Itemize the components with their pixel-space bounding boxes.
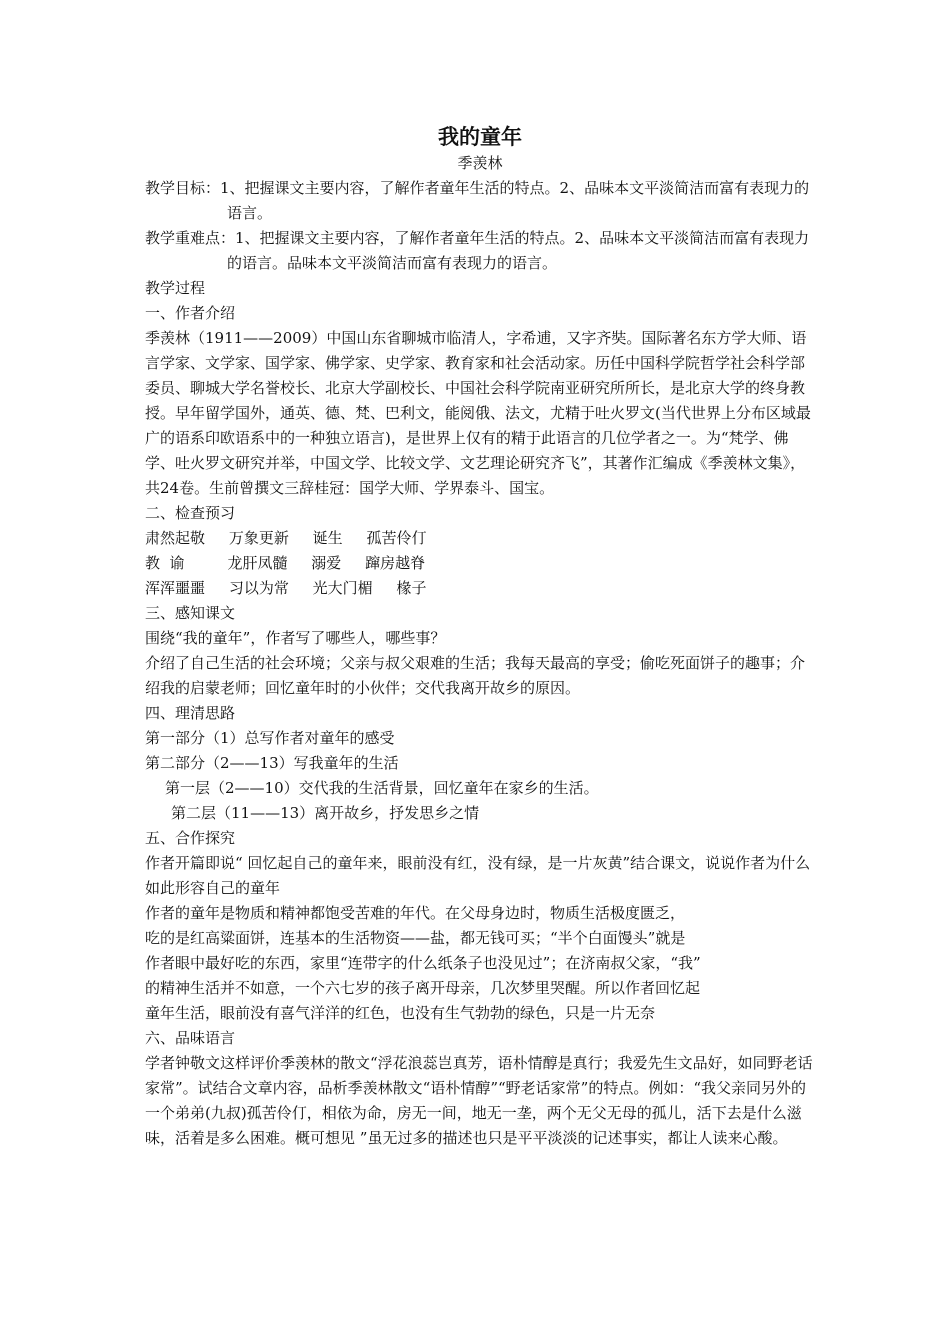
- section-3-question: 围绕“我的童年”，作者写了哪些人，哪些事？: [145, 629, 446, 647]
- vocab-line: 肃然起敬 万象更新 诞生 孤苦伶仃: [145, 529, 427, 547]
- section-4-heading: 四、理清思路: [145, 704, 236, 722]
- author-introduction: 季羡林（1911——2009）中国山东省聊城市临清人，字希逋，又字齐奘。国际著名东方学大师、语言学家、文学家、国学家、佛学家、史学家、教育家和社会活动家。历任中国科学院哲学社会科学部委员、聊城大学名誉校长、北京大学副校长、中国社会科学院南亚研究所所长，是北京大学的终身教授。早年留学国外，通英、德、梵、巴利文，能阅俄、法文，尤精于吐火罗文(当代世界上分布区域最广的语系印欧语系中的一种独立语言)，是世界上仅有的精于此语言的几位学者之一。为“梵学、佛学、吐火罗文研究并举，中国文学、比较文学、文艺理论研究齐飞”，其著作汇编成《季羡林文集》，共24卷。生前曾撰文三辞桂冠：国学大师、学界泰斗、国宝。: [145, 329, 811, 497]
- process-label: 教学过程: [145, 279, 206, 297]
- part-two: 第二部分（2——13）写我童年的生活: [145, 754, 399, 772]
- section-5-answer-line: 童年生活，眼前没有喜气洋洋的红色，也没有生气勃勃的绿色，只是一片无奈: [145, 1004, 656, 1022]
- page-title: 我的童年: [438, 124, 522, 149]
- section-6-heading: 六、品味语言: [145, 1029, 236, 1047]
- section-5-question: 作者开篇即说“ 回忆起自己的童年来，眼前没有红，没有绿，是一片灰黄”结合课文，说说作者为什么如此形容自己的童年: [145, 854, 811, 897]
- section-5-answer-line: 的精神生活并不如意，一个六七岁的孩子离开母亲，几次梦里哭醒。所以作者回忆起: [145, 979, 701, 997]
- document-body: [145, 122, 815, 1151]
- section-5-heading: 五、合作探究: [145, 829, 236, 847]
- section-5-answer-line: 作者眼中最好吃的东西，家里“连带字的什么纸条子也没见过”；在济南叔父家，“我”: [145, 954, 701, 972]
- teaching-key-points: 教学重难点：1、把握课文主要内容，了解作者童年生活的特点。2、品味本文平淡简洁而富有表现力的语言。品味本文平淡简洁而富有表现力的语言。: [145, 229, 810, 272]
- section-3-heading: 三、感知课文: [145, 604, 236, 622]
- vocab-line: 浑浑噩噩 习以为常 光大门楣 椽子: [145, 579, 427, 597]
- section-3-answer: 介绍了自己生活的社会环境；父亲与叔父艰难的生活；我每天最高的享受；偷吃死面饼子的趣事；介绍我的启蒙老师；回忆童年时的小伙伴；交代我离开故乡的原因。: [145, 654, 806, 697]
- layer-one: 第一层（2——10）交代我的生活背景，回忆童年在家乡的生活。: [165, 779, 599, 797]
- section-5-answer-line: 作者的童年是物质和精神都饱受苦难的年代。在父母身边时，物质生活极度匮乏，: [145, 904, 686, 922]
- section-1-heading: 一、作者介绍: [145, 304, 236, 322]
- author-name: 季羡林: [457, 154, 503, 172]
- part-one: 第一部分（1）总写作者对童年的感受: [145, 729, 395, 747]
- section-6-text: 学者钟敬文这样评价季羡林的散文“浮花浪蕊岂真芳，语朴情醇是真行；我爱先生文品好，如同野老话家常”。试结合文章内容，品析季羡林散文“语朴情醇”“野老话家常”的特点。例如：“我父亲同另外的一个弟弟(九叔)孤苦伶仃，相依为命，房无一间，地无一垄，两个无父无母的孤儿，活下去是什么滋味，活着是多么困难。概可想见 ”虽无过多的描述也只是平平淡淡的记述事实，都让人读来心酸。: [145, 1054, 813, 1147]
- teaching-objectives: 教学目标：1、把握课文主要内容，了解作者童年生活的特点。2、品味本文平淡简洁而富有表现力的语言。: [145, 179, 810, 222]
- vocab-line: 教 谕 龙肝凤髓 溺爱 蹿房越脊: [145, 554, 426, 572]
- section-5-answer-line: 吃的是红高粱面饼，连基本的生活物资——盐，都无钱可买；“半个白面馒头”就是: [145, 929, 686, 947]
- section-2-heading: 二、检查预习: [145, 504, 236, 522]
- layer-two: 第二层（11——13）离开故乡，抒发思乡之情: [171, 804, 480, 822]
